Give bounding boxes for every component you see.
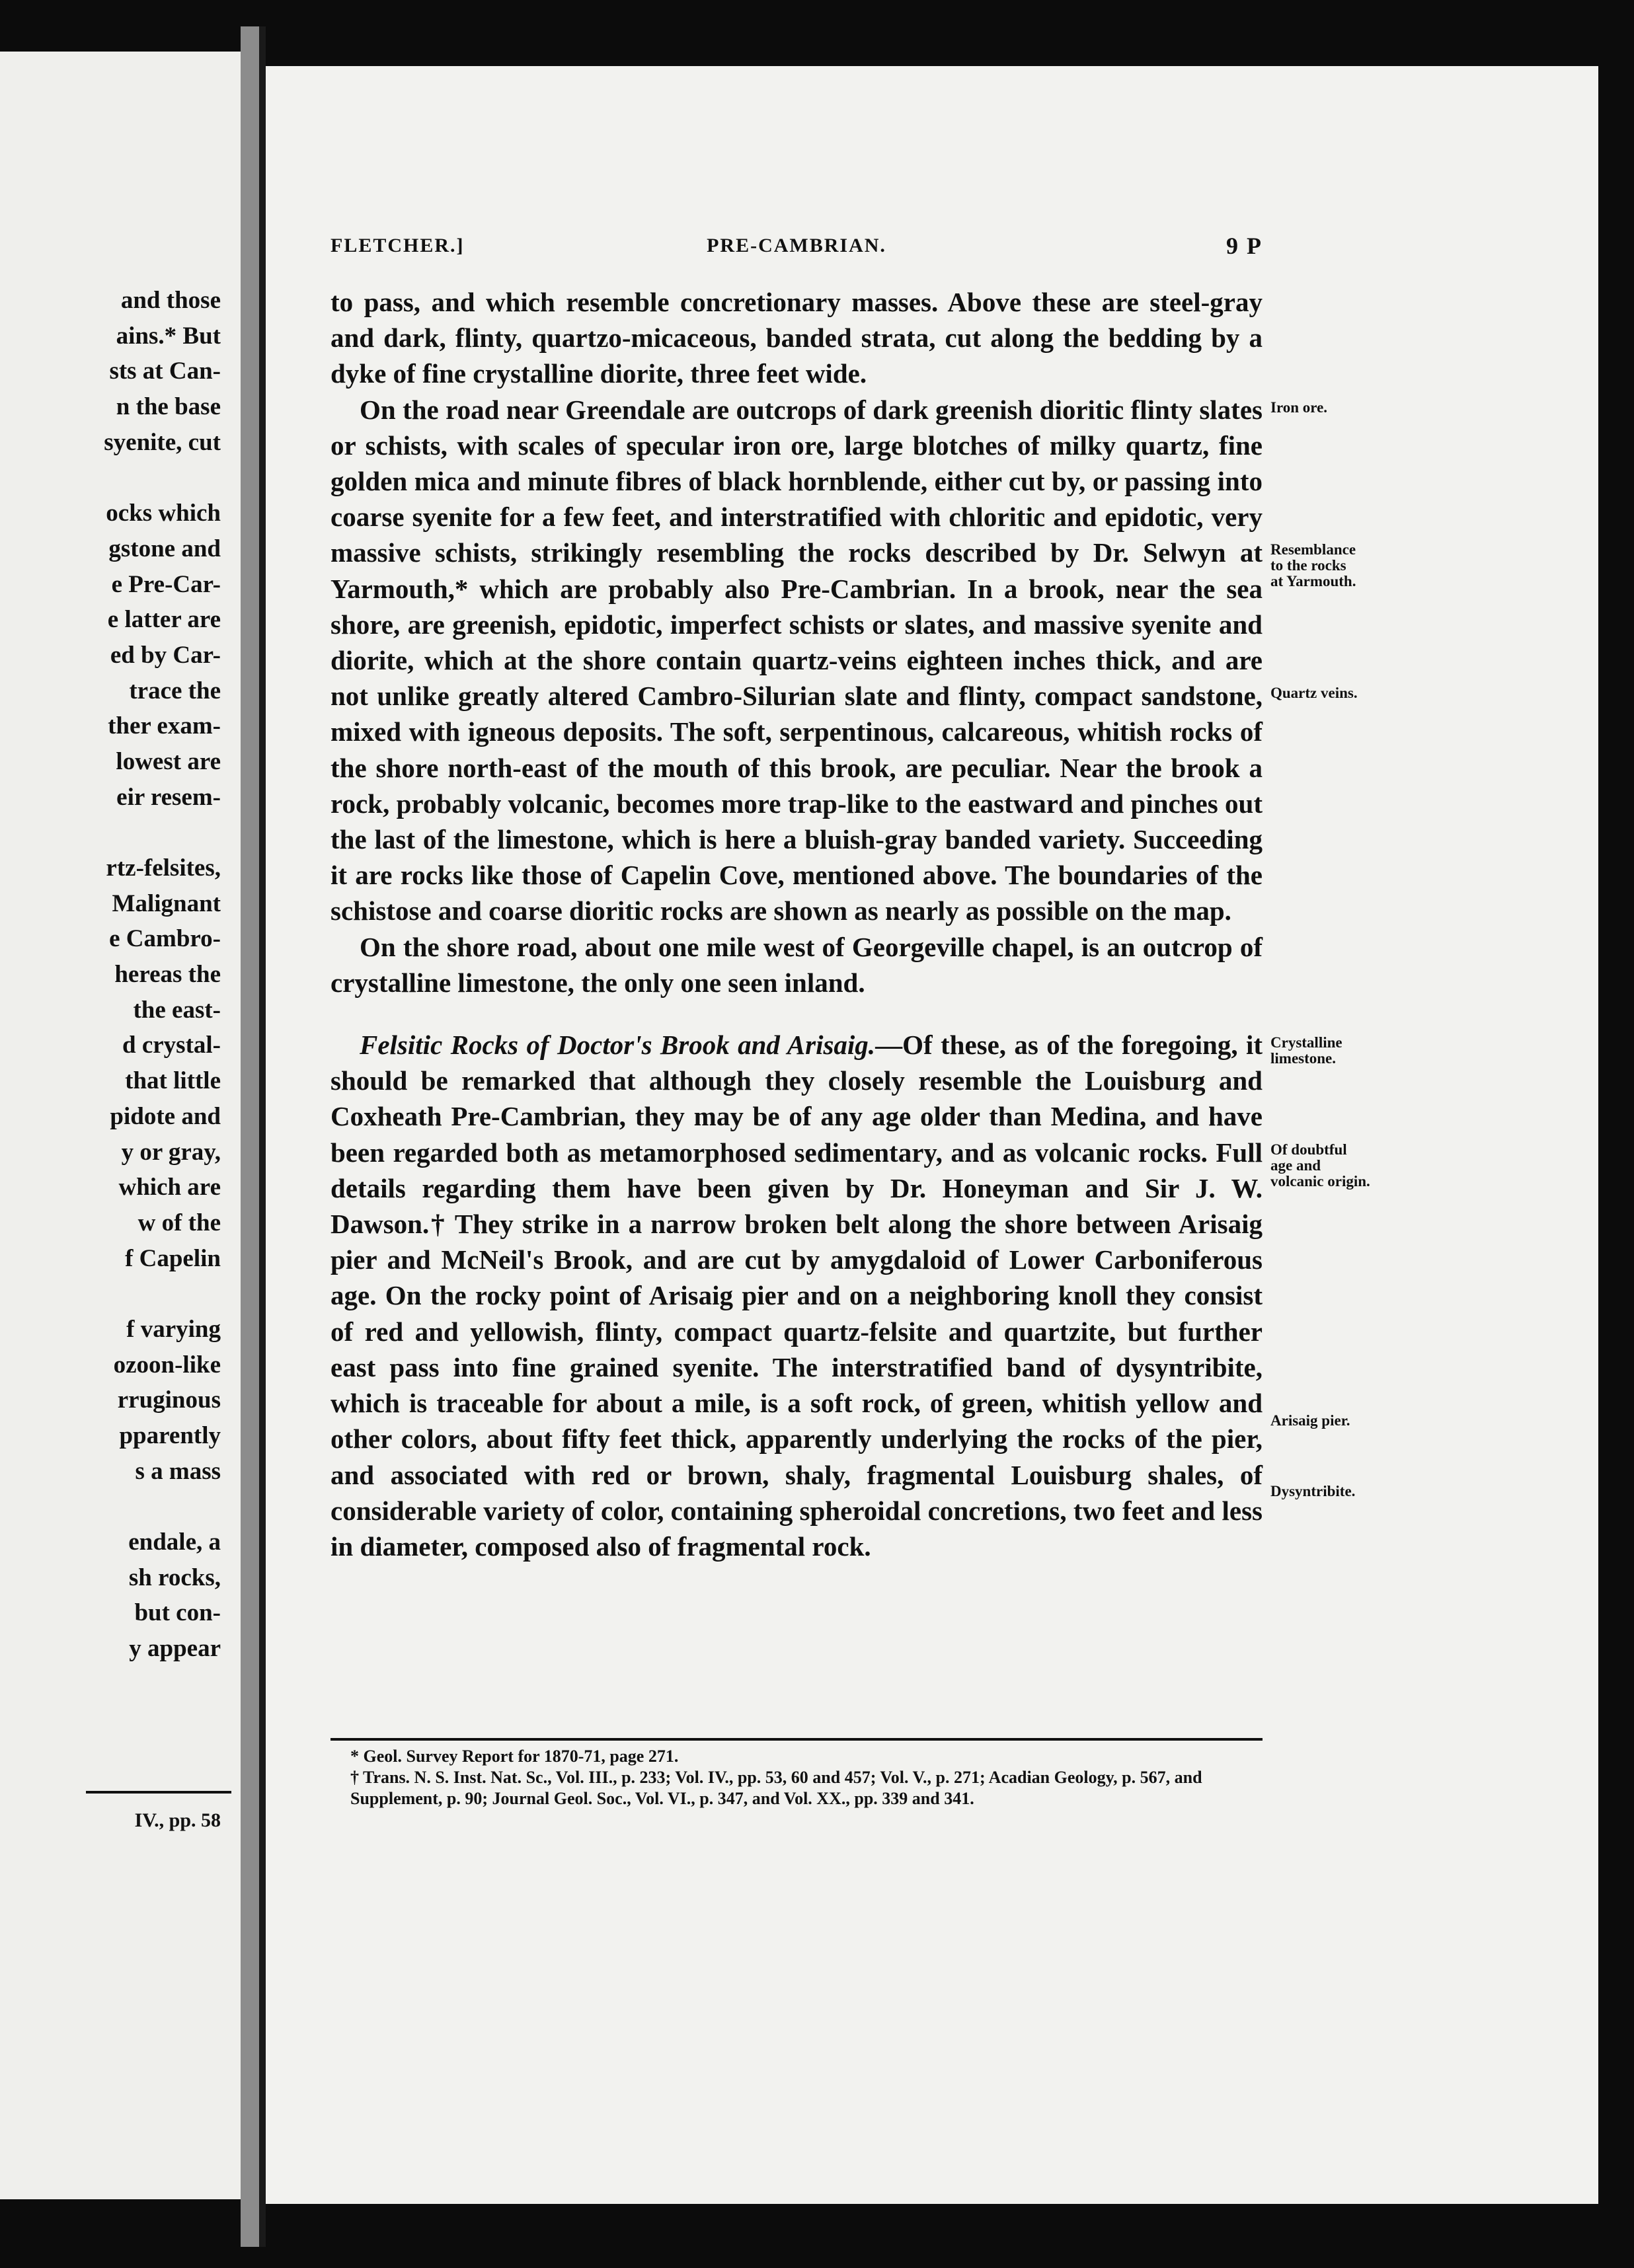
facing-page-line: y or gray, bbox=[121, 1138, 221, 1166]
paragraph-felsitic bbox=[331, 1027, 1263, 1564]
facing-page-line: y appear bbox=[129, 1635, 221, 1663]
facing-page-line: e Pre-Car- bbox=[111, 570, 221, 598]
facing-page-line: s a mass bbox=[135, 1457, 221, 1485]
facing-page-line bbox=[3, 1276, 221, 1312]
facing-page-line bbox=[3, 460, 221, 496]
sidenote-dysyntribite: Dysyntribite. bbox=[1270, 1483, 1356, 1499]
facing-page bbox=[0, 52, 241, 2199]
sidenote-line: limestone. bbox=[1270, 1050, 1337, 1067]
header-author: FLETCHER.] bbox=[331, 235, 465, 256]
sidenote-line: to the rocks bbox=[1270, 557, 1346, 574]
sidenote-line: age and bbox=[1270, 1157, 1321, 1174]
facing-page-line bbox=[3, 815, 221, 850]
section-heading: Felsitic Rocks of Doctor's Brook and Arisaig. bbox=[360, 1030, 876, 1061]
footnote: * Geol. Survey Report for 1870-71, page 271. bbox=[350, 1747, 679, 1766]
sidenote-arisaig-pier: Arisaig pier. bbox=[1270, 1412, 1350, 1429]
facing-page-line: pparently bbox=[119, 1422, 221, 1449]
facing-page-footnote-rule bbox=[86, 1791, 231, 1794]
facing-page-line: rruginous bbox=[117, 1386, 221, 1414]
header-title: PRE-CAMBRIAN. bbox=[707, 235, 886, 256]
facing-page-line: e Cambro- bbox=[109, 925, 221, 953]
facing-page-line: ains.* But bbox=[116, 322, 221, 350]
sidenote-quartz-veins: Quartz veins. bbox=[1270, 685, 1358, 701]
facing-page-footnote: IV., pp. 58 bbox=[134, 1809, 221, 1831]
footnote: † Trans. N. S. Inst. Nat. Sc., Vol. III., p. 233; Vol. IV., pp. 53, 60 and 457; Vol. V., p. 271; Acadian Geology, p. 567, and Supplement, p. 90; Journal Geol. Soc., Vol. VI., p. 347, and Vol. XX., pp. 339 and 341. bbox=[350, 1768, 1202, 1808]
sidenote-line: Crystalline bbox=[1270, 1034, 1342, 1051]
page-number: 9 P bbox=[1226, 233, 1263, 259]
facing-page-line: d crystal- bbox=[122, 1032, 221, 1059]
facing-page-line: and those bbox=[120, 287, 221, 314]
facing-page-line: w of the bbox=[137, 1209, 221, 1236]
facing-page-text bbox=[3, 283, 221, 1667]
facing-page-line: which are bbox=[118, 1174, 221, 1201]
facing-page-line: sh rocks, bbox=[128, 1564, 221, 1591]
facing-page-line: endale, a bbox=[128, 1529, 221, 1556]
facing-page-line: sts at Can- bbox=[109, 358, 221, 385]
facing-page-line: the east- bbox=[133, 996, 221, 1024]
sidenote-crystalline-limestone bbox=[1270, 1035, 1342, 1067]
facing-page-line: pidote and bbox=[110, 1102, 221, 1130]
section-text: —Of these, as of the foregoing, it should be remarked that although they closely resemble the Louisburg and Coxheath Pre-Cambrian, they may be of any age older than Medina, and have been regarded both as metamorphosed sedimentary, and as volcanic rocks. Full details regarding them have been given by Dr. Honeyman and Sir J. W. Dawson.† They strike in a narrow broken belt along the shore between Arisaig pier and McNeil's Brook, and are cut by amygdaloid of Lower Carboniferous age. On the rocky point of Arisaig pier and on a neighboring knoll they consist of red and yellowish, flinty, compact quartz-felsite and quartzite, but further east pass into fine grained syenite. The interstratified band of dysyntribite, which is traceable for about a mile, is a soft rock, of green, whitish yellow and other colors, about fifty feet thick, apparently underlying the rocks of the pier, and associated with red or brown, shaly, fragmental Louisburg shales, of considerable variety of color, containing spheroidal concretions, two feet and less in diameter, composed also of fragmental rock. bbox=[331, 1030, 1263, 1562]
main-page bbox=[266, 66, 1598, 2204]
sidenote-line: Of doubtful bbox=[1270, 1141, 1347, 1158]
facing-page-line: but con- bbox=[134, 1599, 221, 1627]
facing-page-line bbox=[3, 1489, 221, 1525]
sidenote-line: volcanic origin. bbox=[1270, 1173, 1370, 1190]
facing-page-line: trace the bbox=[129, 677, 221, 704]
page-binding-shadow bbox=[259, 26, 266, 2247]
paragraph: On the road near Greendale are outcrops of dark greenish dioritic flinty slates or schists, with scales of specular iron ore, large blotches of milky quartz, fine golden mica and minute fibres of black hornblende, either cut by, or passing into coarse syenite for a few feet, and interstratified with chloritic and epidotic, very massive schists, strikingly resembling the rocks described by Dr. Selwyn at Yarmouth,* which are probably also Pre-Cambrian. In a brook, near the sea shore, are greenish, epidotic, imperfect schists or slates, and massive syenite and diorite, which at the shore contain quartz-veins eighteen inches thick, and are not unlike greatly altered Cambro-Silurian slate and flinty, compact sandstone, mixed with igneous deposits. The soft, serpentinous, calcareous, whitish rocks of the shore north-east of the mouth of this brook, are peculiar. Near the brook a rock, probably volcanic, becomes more trap-like to the eastward and pinches out the last of the limestone, which is here a bluish-gray banded variety. Succeeding it are rocks like those of Capelin Cove, mentioned above. The boundaries of the schistose and coarse dioritic rocks are shown as nearly as possible on the map. bbox=[331, 394, 1263, 926]
facing-page-line: hereas the bbox=[114, 961, 221, 989]
facing-page-line: lowest are bbox=[116, 747, 221, 775]
page-gutter bbox=[241, 26, 259, 2247]
footnote-rule bbox=[331, 1738, 1263, 1741]
paragraph: On the shore road, about one mile west of Georgeville chapel, is an outcrop of crystalline limestone, the only one seen inland. bbox=[331, 931, 1263, 998]
sidenote-doubtful-age bbox=[1270, 1142, 1370, 1190]
facing-page-line: e latter are bbox=[107, 606, 221, 634]
facing-page-line: f Capelin bbox=[125, 1244, 221, 1272]
facing-page-line: ed by Car- bbox=[110, 641, 221, 669]
sidenote-line: at Yarmouth. bbox=[1270, 573, 1356, 589]
sidenote-resemblance bbox=[1270, 542, 1356, 589]
body-text bbox=[331, 284, 1263, 1564]
facing-page-line: ocks which bbox=[106, 500, 221, 527]
facing-page-line: f varying bbox=[126, 1315, 221, 1343]
facing-page-line: ther exam- bbox=[108, 712, 221, 740]
facing-page-line: that little bbox=[125, 1067, 221, 1095]
sidenote-line: Resemblance bbox=[1270, 541, 1356, 558]
footnotes bbox=[331, 1746, 1263, 1809]
facing-page-line: rtz-felsites, bbox=[106, 854, 221, 882]
facing-page-line: gstone and bbox=[108, 535, 221, 562]
facing-page-line: eir resem- bbox=[116, 783, 221, 811]
facing-page-line: n the base bbox=[116, 393, 221, 421]
running-header bbox=[331, 235, 1263, 266]
sidenote-iron-ore: Iron ore. bbox=[1270, 399, 1328, 416]
paragraph: to pass, and which resemble concretionary masses. Above these are steel-gray and dark, flinty, quartzo-micaceous, banded strata, cut along the bedding by a dyke of fine crystalline diorite, three feet wide. bbox=[331, 287, 1263, 389]
facing-page-line: syenite, cut bbox=[104, 428, 221, 456]
facing-page-line: ozoon-like bbox=[113, 1351, 221, 1379]
facing-page-line: Malignant bbox=[112, 889, 221, 917]
